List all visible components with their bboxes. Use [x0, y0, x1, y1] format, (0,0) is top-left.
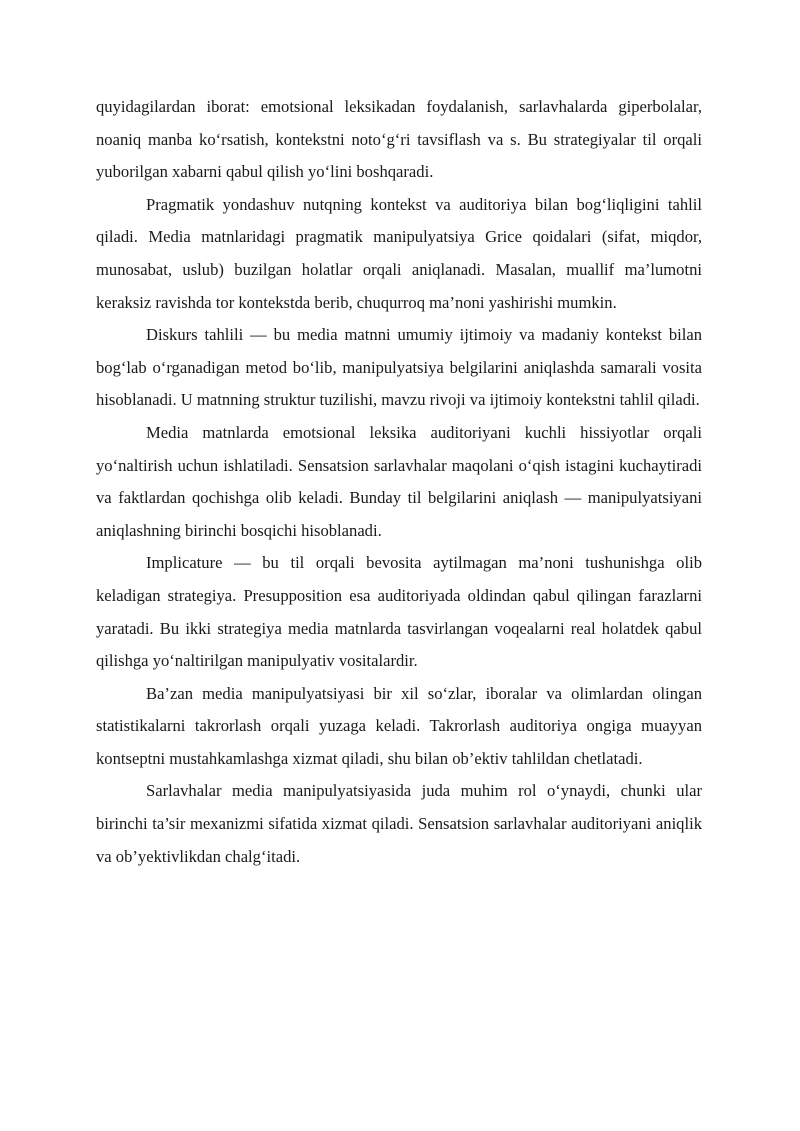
paragraph-headlines: Sarlavhalar media manipulyatsiyasida juda muhim rol o‘ynaydi, chunki ular birinchi ta’sir mexanizmi sifatida xizmat qiladi. Sensatsion sarlavhalar auditoriyani aniqlik va ob’yektivlikdan chalg‘itadi.	[96, 781, 702, 866]
paragraph-pragmatic-approach: Pragmatik yondashuv nutqning kontekst va auditoriya bilan bog‘liqligini tahlil qiladi. Media matnlaridagi pragmatik manipulyatsiya Grice qoidalari (sifat, miqdor, munosabat, uslub) buzilgan holatlar orqali aniqlanadi. Masalan, muallif ma’lumotni keraksiz ravishda tor kontekstda berib, chuqurroq ma’noni yashirishi mumkin.	[96, 194, 702, 312]
body-text	[96, 91, 702, 873]
paragraph-continuation: quyidagilardan iborat: emotsional leksikadan foydalanish, sarlavhalarda giperbolalar, noaniq manba ko‘rsatish, kontekstni noto‘g‘ri tavsiflash va s. Bu strategiyalar til orqali yuborilgan xabarni qabul qilish yo‘lini boshqaradi.	[96, 97, 702, 182]
paragraph-implicature: Implicature — bu til orqali bevosita aytilmagan ma’noni tushunishga olib keladigan strategiya. Presupposition esa auditoriyada oldindan qabul qilingan farazlarni yaratadi. Bu ikki strategiya media matnlarda tasvirlangan voqealarni real holatdek qabul qilishga yo‘naltirilgan manipulyativ vositalardir.	[96, 553, 702, 671]
paragraph-repetition: Ba’zan media manipulyatsiyasi bir xil so‘zlar, iboralar va olimlardan olingan statistikalarni takrorlash orqali yuzaga keladi. Takrorlash auditoriya ongiga muayyan kontseptni mustahkamlashga xizmat qiladi, shu bilan ob’ektiv tahlildan chetlatadi.	[96, 683, 702, 768]
paragraph-discourse-analysis: Diskurs tahlili — bu media matnni umumiy ijtimoiy va madaniy kontekst bilan bog‘lab o‘rganadigan metod bo‘lib, manipulyatsiya belgilarini aniqlashda samarali vosita hisoblanadi. U matnning struktur tuzilishi, mavzu rivoji va ijtimoiy kontekstni tahlil qiladi.	[96, 325, 702, 410]
paragraph-emotional-lexicon: Media matnlarda emotsional leksika auditoriyani kuchli hissiyotlar orqali yo‘naltirish uchun ishlatiladi. Sensatsion sarlavhalar maqolani o‘qish istagini kuchaytiradi va faktlardan qochishga olib keladi. Bunday til belgilarini aniqlash — manipulyatsiyani aniqlashning birinchi bosqichi hisoblanadi.	[96, 422, 702, 540]
